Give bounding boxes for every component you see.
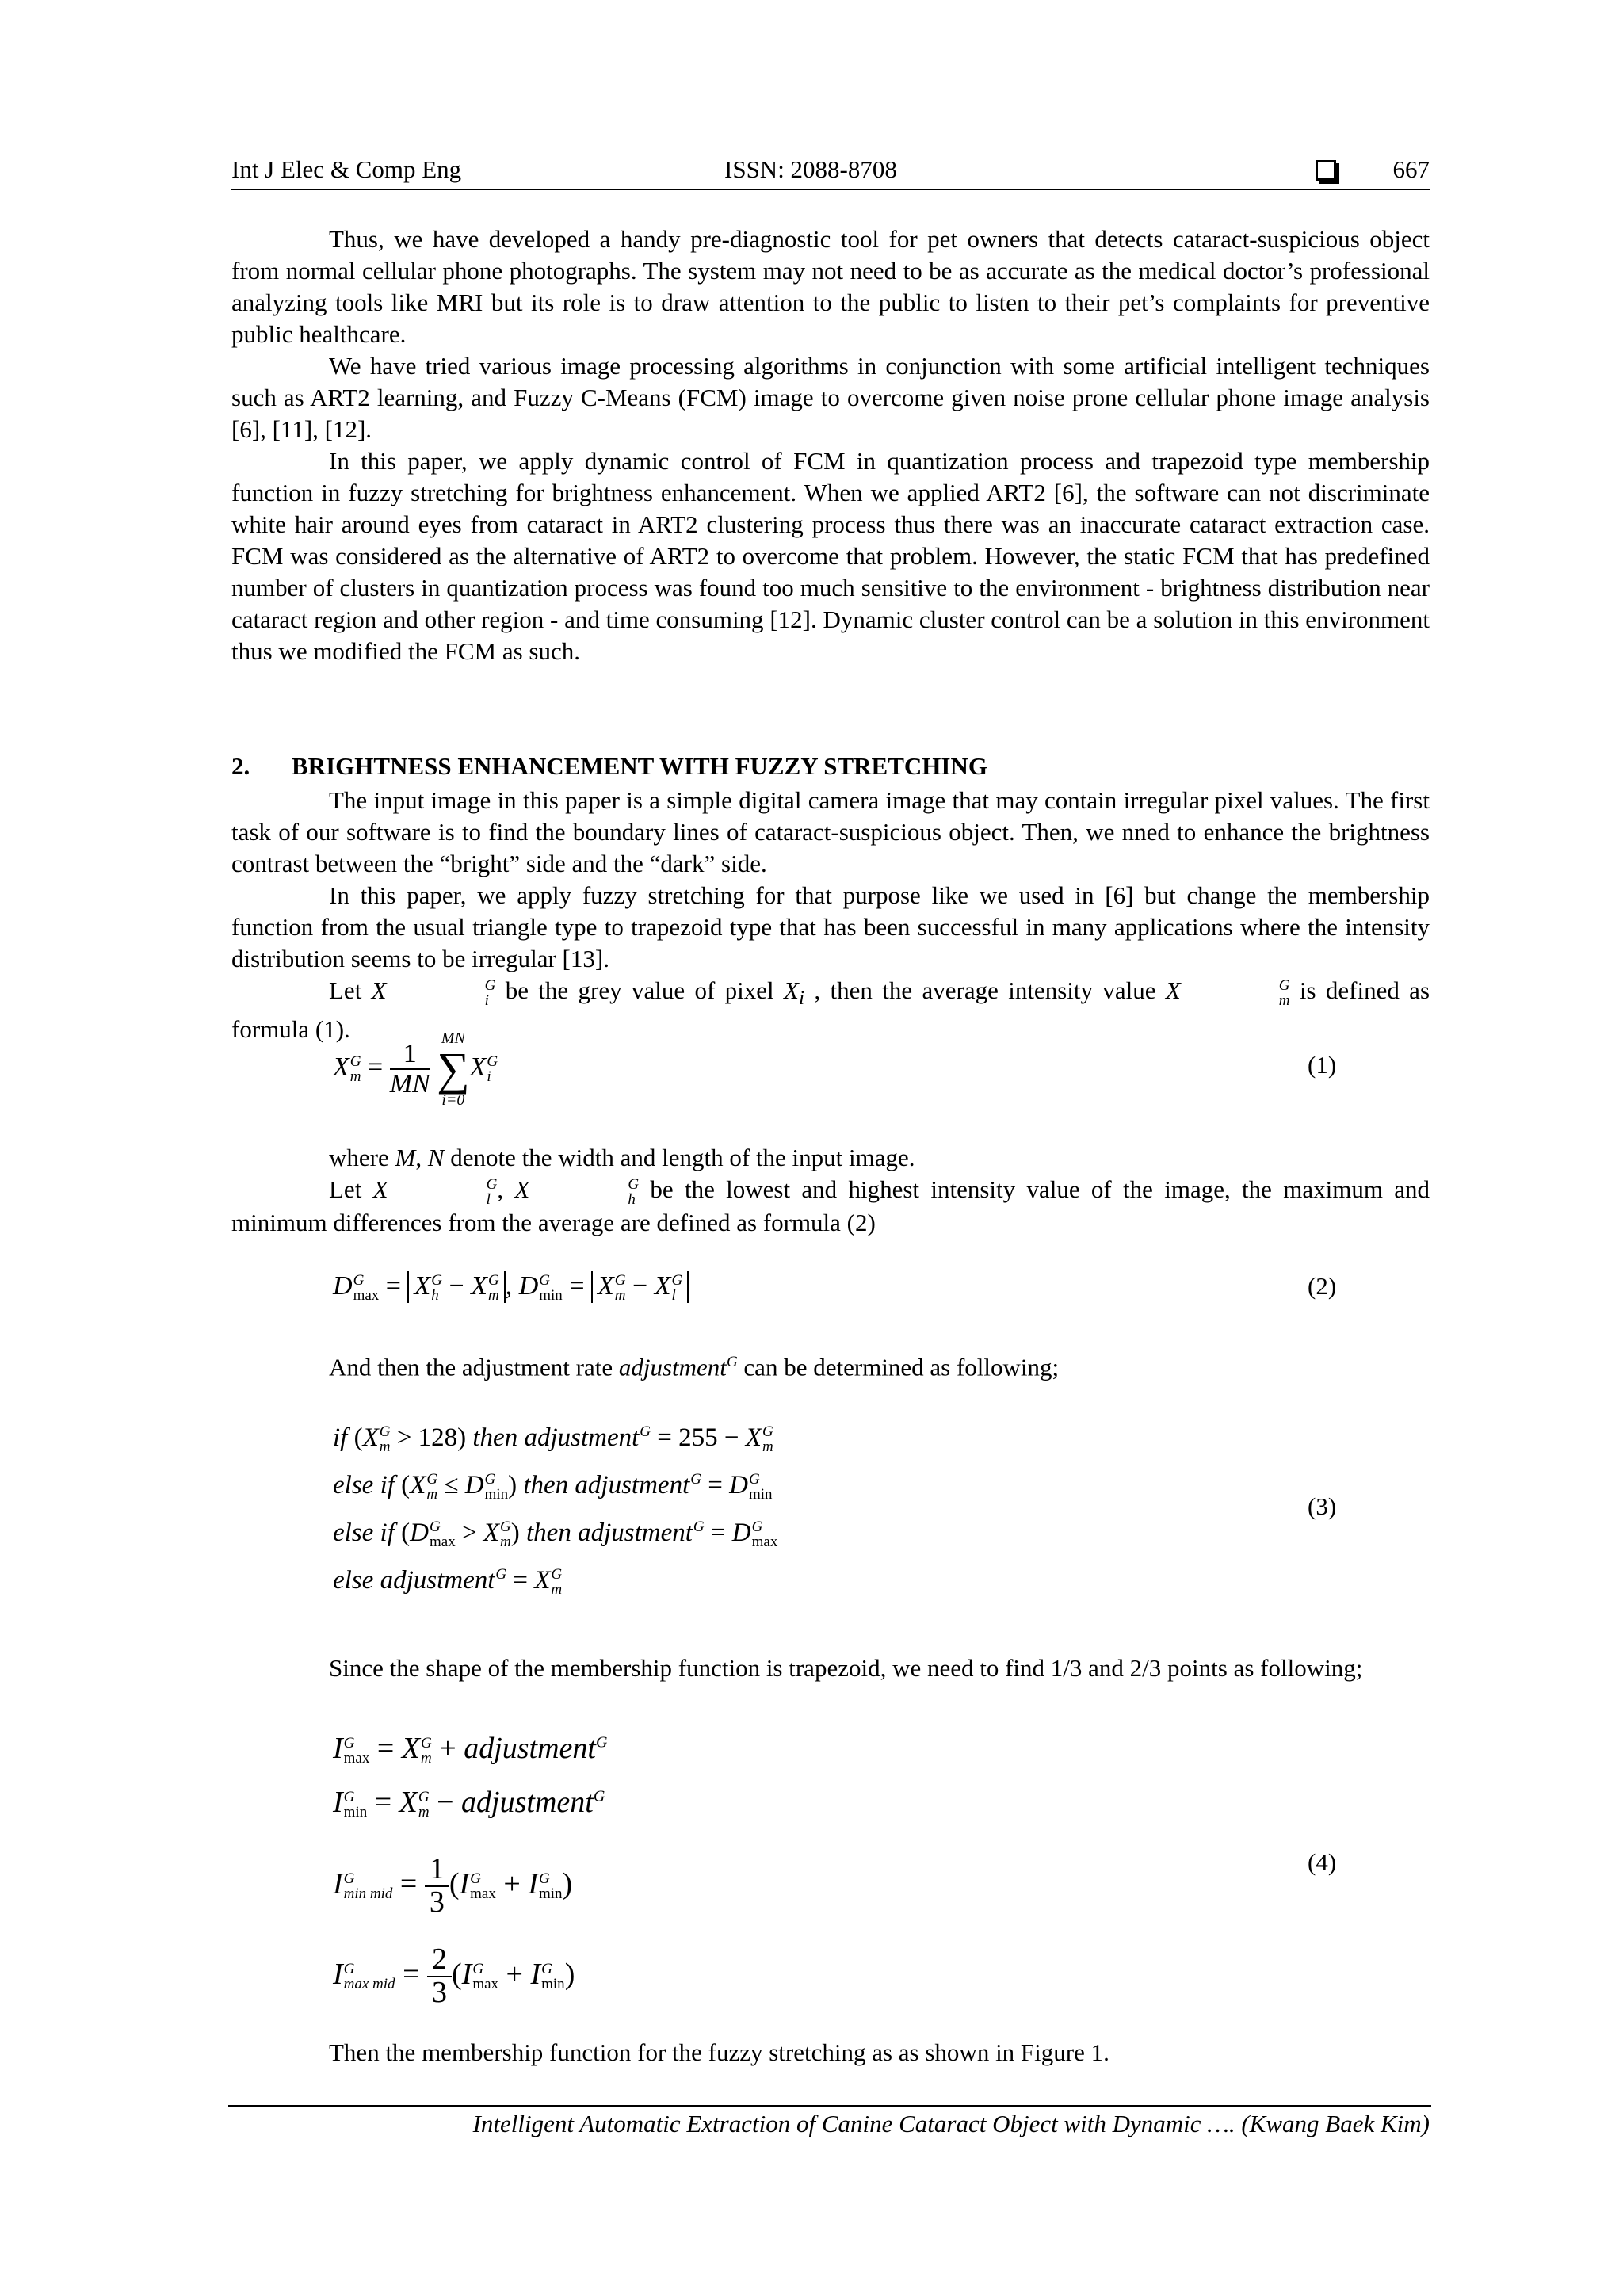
eq3-line: else if (D G max > X G m ) then adjustment G = D G max (333, 1519, 778, 1551)
let2-line: Let X G l , X G h be the lowest and highest intensity value of the image, the maximum and minimum differences from the average are defined as formula (2) (231, 1175, 1430, 1236)
let-line: Let X G i be the grey value of pixel $X_i$ , then the average intensity value X G m is defined as formula (1). (231, 976, 1430, 1044)
equation-number: (2) (1308, 1272, 1337, 1300)
equation-number: (1) (1308, 1051, 1337, 1079)
page-number: 667 (1392, 155, 1430, 183)
eq3-line: if (X G m > 128) then adjustment G = 255 − X G m (333, 1423, 773, 1456)
running-footer: Intelligent Automatic Extraction of Canine Cataract Object with Dynamic …. (Kwang Baek Kim) (472, 2110, 1430, 2137)
text-block (231, 1347, 1430, 1383)
equation-number: (3) (1308, 1492, 1337, 1520)
paragraph: The input image in this paper is a simple digital camera image that may contain irregular pixel values. The first task of our software is to find the boundary lines of cataract-suspicious object. Then, we nned to enhance the brightness contrast between the “bright” side and the “dark” side. (231, 786, 1430, 877)
where-line: where M, N denote the width and length of the input image. (329, 1144, 915, 1171)
square-box-icon (1316, 160, 1336, 181)
eq4-line: I G max = X G m + adjustment$^G$ (333, 1732, 608, 1767)
paragraph: Then the membership function for the fuzzy stretching as as shown in Figure 1. (329, 2038, 1109, 2066)
fraction: $\frac{1}{MN}$ (389, 1039, 430, 1098)
eq3-line: else if (X G m ≤ D G min ) then adjustment G = D G min (333, 1471, 773, 1503)
issn: ISSN: 2088-8708 (724, 155, 897, 183)
section-text (231, 785, 1430, 1045)
running-header (231, 155, 1430, 190)
section-heading (231, 752, 987, 781)
paragraph: In this paper, we apply dynamic control of FCM in quantization process and trapezoid type membership function in fuzzy stretching for brightness enhancement. When we applied ART2 [6], the software can not discriminate white hair around eyes from cataract in ART2 clustering process thus there was an inaccurate cataract extraction case. FCM was considered as the alternative of ART2 to overcome that problem. However, the static FCM that has predefined number of clusters in quantization process was found too much sensitive to the environment - brightness distribution near cataract region and other region - and time consuming [12]. Dynamic cluster control can be a solution in this environment thus we modified the FCM as such. (231, 447, 1430, 665)
paragraph: In this paper, we apply fuzzy stretching for that purpose like we used in [6] but change the membership function from the usual triangle type to trapezoid type that has been successful in many applications where the intensity distribution seems to be irregular [13]. (231, 881, 1430, 972)
section-number: 2. (231, 752, 250, 780)
equation-3 (333, 1414, 777, 1604)
paragraph: Since the shape of the membership function is trapezoid, we need to find 1/3 and 2/3 points as following; (329, 1654, 1363, 1682)
eq3-line: else adjustment G = X G m (333, 1566, 563, 1599)
eq4-line: I G max mid = $\frac{2}{3}$ (I G max + I G min ) (333, 1943, 575, 2010)
journal-name: Int J Elec & Comp Eng (231, 155, 462, 183)
adjustment-line: And then the adjustment rate adjustment$^G$ can be determined as following; (329, 1353, 1060, 1381)
summation-symbol: MN ∑ i=0 (437, 1030, 470, 1109)
equation-4 (333, 1731, 607, 2019)
paragraph: We have tried various image processing algorithms in conjunction with some artificial intelligent techniques such as ART2 learning, and Fuzzy C-Means (FCM) image to overcome given noise prone cellular phone image analysis [6], [11], [12]. (231, 352, 1430, 443)
eq4-line: I G min = X G m − adjustment$^G$ (333, 1786, 605, 1821)
equation-number: (4) (1308, 1848, 1337, 1876)
paragraph: Thus, we have developed a handy pre-diagnostic tool for pet owners that detects cataract-suspicious object from normal cellular phone photographs. The system may not need to be as accurate as the medical doctor’s professional analyzing tools like MRI but its role is to draw attention to the public to listen to their pet’s complaints for preventive public healthcare. (231, 225, 1430, 348)
text-block (231, 1142, 1430, 1239)
eq4-line: I G min mid = $\frac{1}{3}$ (I G max + I G min ) (333, 1852, 573, 1920)
equation-2: D G max = X G h − X G m , D G min = X G m − X G l (333, 1271, 689, 1303)
intro-text (231, 223, 1430, 667)
equation-1: X G m = $\frac{1}{MN}$ MN ∑ i=0 X G i (333, 1030, 498, 1109)
text-block (231, 1652, 1430, 1684)
text-block (231, 2037, 1430, 2069)
footer-rule (228, 2105, 1431, 2107)
section-title: BRIGHTNESS ENHANCEMENT WITH FUZZY STRETCHING (292, 752, 987, 780)
